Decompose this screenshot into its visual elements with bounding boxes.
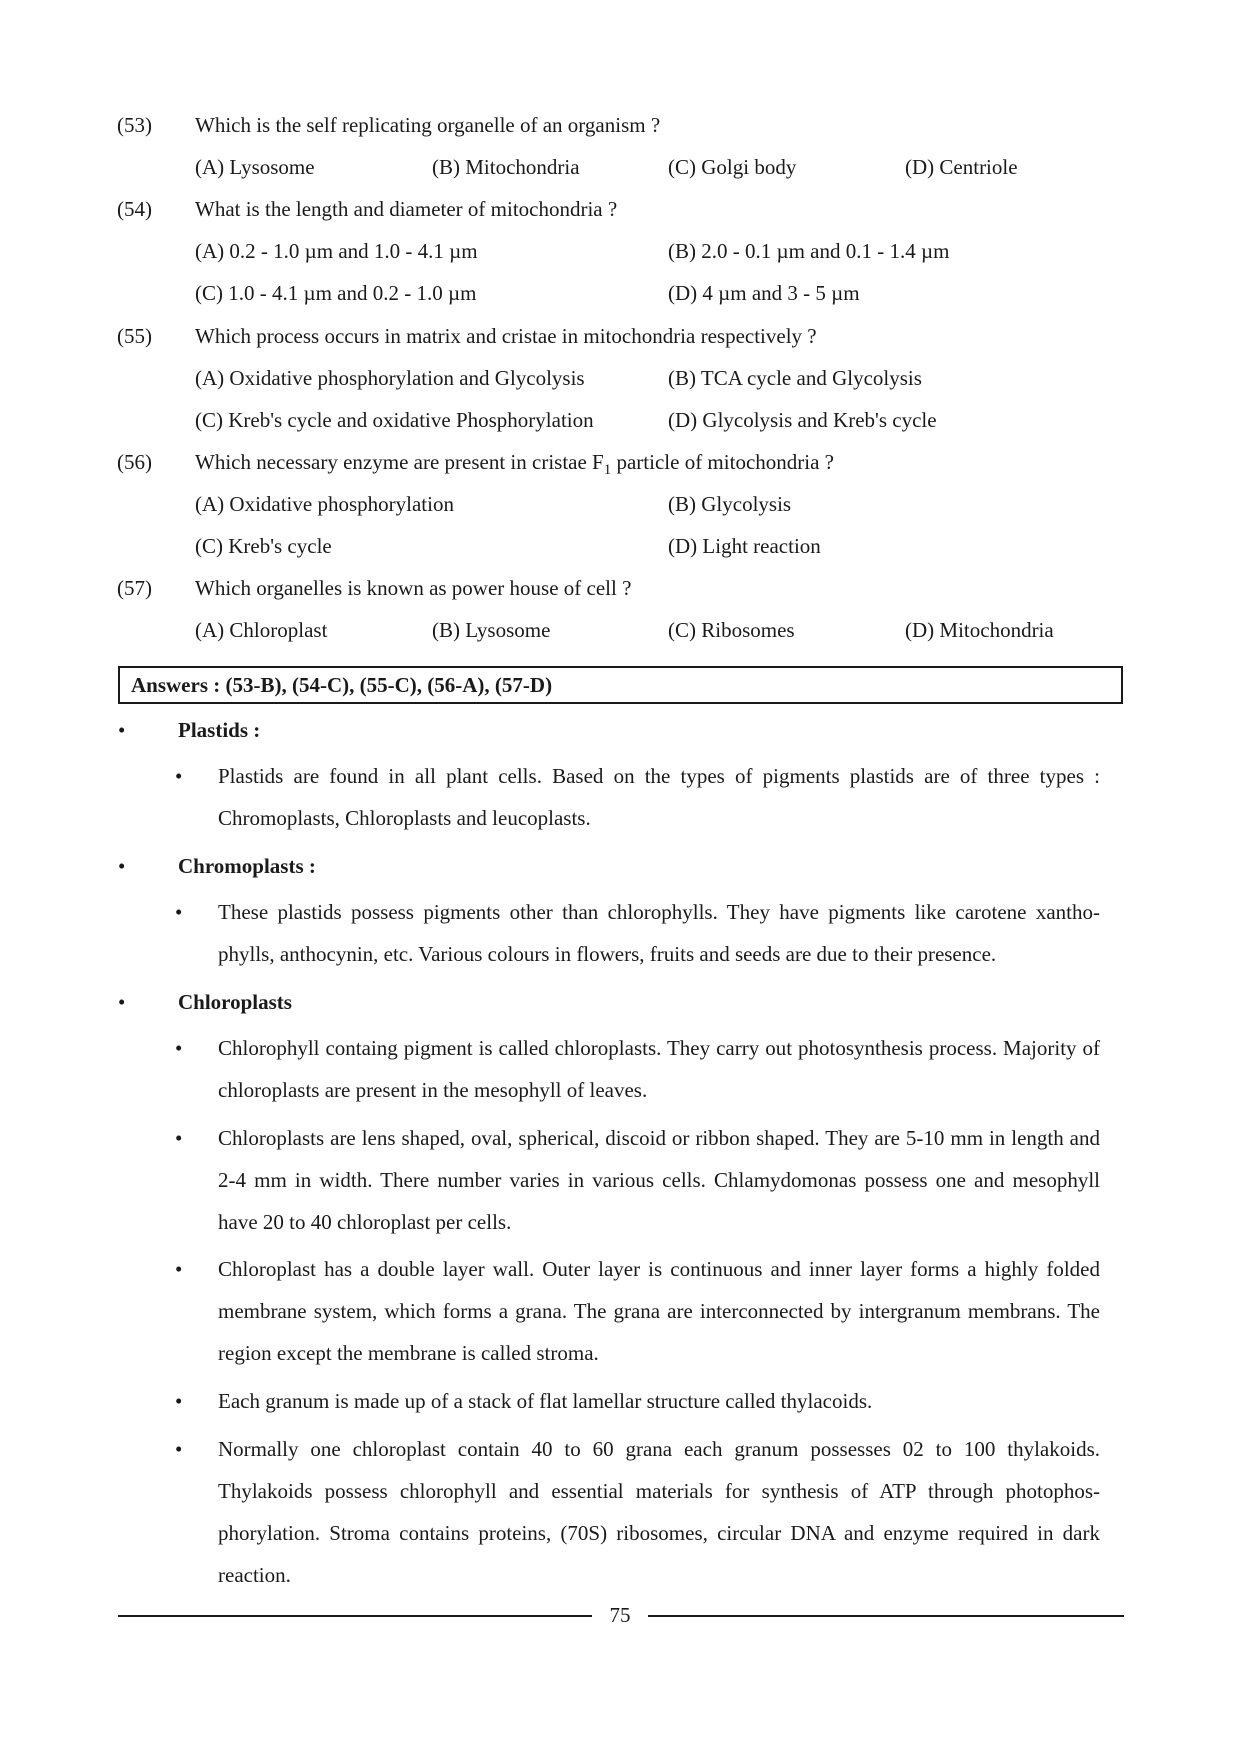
bullet-item bbox=[175, 755, 1125, 839]
option-d: (D) Light reaction bbox=[668, 534, 821, 558]
option-c: (C) Golgi body bbox=[668, 155, 797, 179]
option-a: (A) Chloroplast bbox=[195, 618, 328, 642]
question-number: (56) bbox=[117, 450, 152, 474]
question-53 bbox=[117, 104, 1127, 146]
option-a: (A) 0.2 - 1.0 µm and 1.0 - 4.1 µm bbox=[195, 239, 478, 263]
heading-text: Chromoplasts : bbox=[178, 854, 316, 878]
option-b: (B) 2.0 - 0.1 µm and 0.1 - 1.4 µm bbox=[668, 239, 950, 263]
bullet-icon: • bbox=[118, 718, 126, 742]
bullet-icon: • bbox=[175, 900, 183, 924]
bullet-icon: • bbox=[175, 1389, 183, 1413]
options-55-row-2 bbox=[195, 399, 1125, 441]
option-b: (B) Mitochondria bbox=[432, 155, 580, 179]
heading-text: Plastids : bbox=[178, 718, 261, 742]
bullet-text: Chlorophyll containg pigment is called chloroplasts. They carry out photosynthesis process. Majority of chloroplasts are present in the mesophyll of leaves. bbox=[218, 1036, 1100, 1102]
bullet-text: Chloroplast has a double layer wall. Outer layer is continuous and inner layer forms a highly folded membrane system, which forms a grana. The grana are interconnected by intergranum membrans. The region except the membrane is called stroma. bbox=[218, 1257, 1100, 1365]
heading-text: Chloroplasts bbox=[178, 990, 292, 1014]
bullet-icon: • bbox=[175, 1036, 183, 1060]
option-d: (D) Mitochondria bbox=[905, 618, 1054, 642]
option-c: (C) Kreb's cycle and oxidative Phosphorylation bbox=[195, 408, 594, 432]
bullet-text: These plastids possess pigments other than chlorophylls. They have pigments like carotene xantho-phylls, anthocynin, etc. Various colours in flowers, fruits and seeds are due to their presence. bbox=[218, 900, 1100, 966]
bullet-item bbox=[175, 1117, 1125, 1243]
section-heading-chromoplasts bbox=[118, 846, 1018, 886]
option-a: (A) Oxidative phosphorylation and Glycolysis bbox=[195, 366, 585, 390]
bullet-item bbox=[175, 1428, 1125, 1596]
question-number: (53) bbox=[117, 113, 152, 137]
question-text: What is the length and diameter of mitochondria ? bbox=[195, 197, 618, 221]
question-text: Which is the self replicating organelle of an organism ? bbox=[195, 113, 661, 137]
footer-rule-left bbox=[118, 1615, 592, 1617]
bullet-item bbox=[175, 1380, 1125, 1422]
question-55 bbox=[117, 315, 1127, 357]
option-c: (C) Ribosomes bbox=[668, 618, 795, 642]
options-54-row-1 bbox=[195, 230, 1125, 272]
bullet-icon: • bbox=[175, 1126, 183, 1150]
option-c: (C) Kreb's cycle bbox=[195, 534, 332, 558]
options-56-row-2 bbox=[195, 525, 1125, 567]
options-53 bbox=[195, 146, 1125, 188]
question-text-part: Which necessary enzyme are present in cristae F bbox=[195, 450, 604, 474]
page-number: 75 bbox=[609, 1603, 631, 1627]
bullet-icon: • bbox=[175, 764, 183, 788]
option-d: (D) Glycolysis and Kreb's cycle bbox=[668, 408, 937, 432]
footer-rule-right bbox=[648, 1615, 1124, 1617]
answers-box: Answers : (53-B), (54-C), (55-C), (56-A), (57-D) bbox=[118, 666, 1123, 704]
section-heading-plastids bbox=[118, 710, 1018, 750]
option-d: (D) 4 µm and 3 - 5 µm bbox=[668, 281, 860, 305]
bullet-text: Chloroplasts are lens shaped, oval, spherical, discoid or ribbon shaped. They are 5-10 mm in length and 2-4 mm in width. There number varies in various cells. Chlamydomonas possess one and mesophyll have 20 to 40 chloroplast per cells. bbox=[218, 1126, 1100, 1234]
question-54 bbox=[117, 188, 1127, 230]
question-number: (55) bbox=[117, 324, 152, 348]
question-text: Which process occurs in matrix and cristae in mitochondria respectively ? bbox=[195, 324, 817, 348]
question-57 bbox=[117, 567, 1127, 609]
bullet-text: Normally one chloroplast contain 40 to 60 grana each granum possesses 02 to 100 thylakoids. Thylakoids possess chlorophyll and essential materials for synthesis of ATP through photophos-phorylation. Stroma contains proteins, (70S) ribosomes, circular DNA and enzyme required in dark reaction. bbox=[218, 1437, 1100, 1587]
question-56 bbox=[117, 441, 1127, 483]
options-54-row-2 bbox=[195, 272, 1125, 314]
question-text: Which organelles is known as power house of cell ? bbox=[195, 576, 632, 600]
bullet-icon: • bbox=[118, 854, 126, 878]
bullet-text: Plastids are found in all plant cells. Based on the types of pigments plastids are of three types : Chromoplasts, Chloroplasts and leucoplasts. bbox=[218, 764, 1100, 830]
option-a: (A) Lysosome bbox=[195, 155, 315, 179]
option-b: (B) TCA cycle and Glycolysis bbox=[668, 366, 922, 390]
bullet-icon: • bbox=[175, 1437, 183, 1461]
bullet-icon: • bbox=[175, 1257, 183, 1281]
options-55-row-1 bbox=[195, 357, 1125, 399]
option-c: (C) 1.0 - 4.1 µm and 0.2 - 1.0 µm bbox=[195, 281, 477, 305]
subscript: 1 bbox=[603, 462, 612, 479]
bullet-item bbox=[175, 1248, 1125, 1374]
options-57 bbox=[195, 609, 1125, 651]
option-b: (B) Lysosome bbox=[432, 618, 551, 642]
options-56-row-1 bbox=[195, 483, 1125, 525]
question-number: (57) bbox=[117, 576, 152, 600]
bullet-item bbox=[175, 891, 1125, 975]
bullet-text: Each granum is made up of a stack of flat lamellar structure called thylacoids. bbox=[218, 1389, 873, 1413]
option-b: (B) Glycolysis bbox=[668, 492, 792, 516]
option-a: (A) Oxidative phosphorylation bbox=[195, 492, 454, 516]
bullet-icon: • bbox=[118, 990, 126, 1014]
question-text-part: particle of mitochondria ? bbox=[611, 450, 834, 474]
section-heading-chloroplasts bbox=[118, 982, 1018, 1022]
question-number: (54) bbox=[117, 197, 152, 221]
bullet-item bbox=[175, 1027, 1125, 1111]
option-d: (D) Centriole bbox=[905, 155, 1018, 179]
